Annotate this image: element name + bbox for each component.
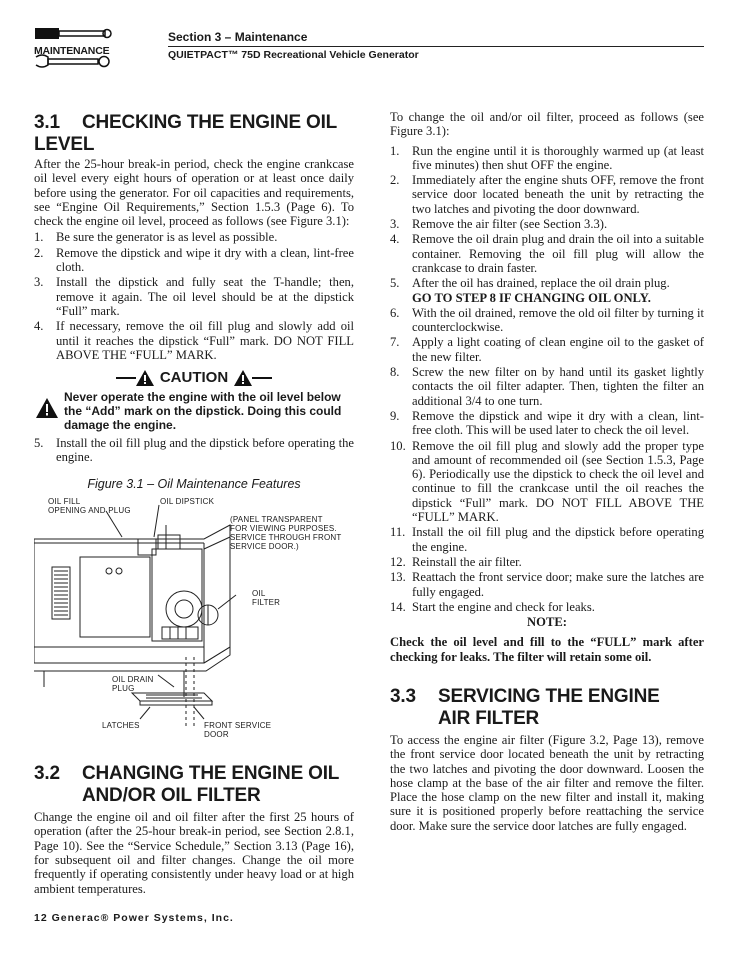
- list-item: 7. Apply a light coating of clean engine oil to the gasket of the new filter.: [390, 335, 704, 364]
- section-3-1-title: 3.1 CHECKING THE ENGINE OIL LEVEL: [34, 112, 337, 155]
- list-item: 6. With the oil drained, remove the old oil filter by turning it counterclockwise.: [390, 305, 704, 335]
- step-emphasis: GO TO STEP 8 IF CHANGING OIL ONLY.: [412, 290, 651, 305]
- list-item: 1. Be sure the generator is as level as possible.: [34, 230, 278, 245]
- section-3-3-title: 3.3 SERVICING THE ENGINE AIR FILTER: [390, 685, 660, 729]
- oil-change-steps: [390, 144, 704, 615]
- list-item: 11. Install the oil fill plug and the dipstick before operating the engine.: [390, 525, 704, 554]
- list-item: 3. Remove the air filter (see Section 3.3).: [390, 217, 608, 232]
- label-panel-note: (PANEL TRANSPARENT FOR VIEWING PURPOSES. SERVICE THROUGH FRONT SERVICE DOOR.): [230, 515, 342, 552]
- list-item: 14. Start the engine and check for leaks.: [390, 599, 595, 614]
- note-text: Check the oil level and fill to the “FULL” mark after checking for leaks. The filter will retain some oil.: [390, 635, 704, 664]
- oil-check-steps: [34, 230, 354, 362]
- warning-icon: [36, 398, 58, 418]
- header-divider: [168, 46, 704, 47]
- list-item: 4. If necessary, remove the oil fill plug and slowly add oil until it reaches the dipstick “Full” mark. DO NOT FILL ABOVE THE “FULL” MARK.: [34, 319, 354, 362]
- list-item: 13. Reattach the front service door; make sure the latches are fully engaged.: [390, 570, 704, 599]
- caution-heading: [34, 370, 354, 386]
- label-oil-dipstick: OIL DIPSTICK: [160, 497, 215, 507]
- product-title: QUIETPACT™ 75D Recreational Vehicle Generator: [168, 49, 419, 61]
- warning-icon: [136, 370, 154, 386]
- list-item: 10. Remove the oil fill plug and slowly add the proper type and amount of recommended oil (see Section 1.5.3, Page 6). Periodically use the dipstick to check the oil level and continue to fill the crankcase until the oil reaches the dipstick “Full” mark. DO NOT FILL ABOVE THE “FULL” MARK.: [390, 438, 704, 525]
- label-oil-filter: OIL FILTER: [252, 589, 281, 608]
- section-heading: Section 3 – Maintenance: [168, 30, 308, 44]
- list-item: 2. Remove the dipstick and wipe it dry with a clean, lint-free cloth.: [34, 245, 354, 275]
- list-item: 12. Reinstall the air filter.: [390, 554, 522, 569]
- section-3-2-title: 3.2 CHANGING THE ENGINE OIL AND/OR OIL FILTER: [34, 763, 340, 807]
- list-item: 5. Install the oil fill plug and the dipstick before operating the engine.: [34, 436, 354, 465]
- caution-message: Never operate the engine with the oil level below the “Add” mark on the dipstick. Doing this could damage the engine.: [34, 390, 354, 432]
- label-front-service-door: FRONT SERVICE DOOR: [204, 721, 272, 740]
- list-item: 3. Install the dipstick and fully seat the T-handle; then, remove it again. The oil level should be at the dipstick “Full” mark.: [34, 275, 354, 318]
- page-footer: 12 Generac® Power Systems, Inc.: [34, 912, 234, 924]
- list-item: 2. Immediately after the engine shuts OFF, remove the front service door located beneath the unit by retracting the two latches and pivoting the door downward.: [390, 173, 704, 216]
- oil-check-steps-cont: [34, 436, 354, 465]
- header-label: MAINTENANCE: [34, 45, 110, 57]
- right-column: [390, 110, 704, 833]
- warning-icon: [234, 370, 252, 386]
- figure-caption: Figure 3.1 – Oil Maintenance Features: [87, 476, 301, 491]
- section-3-2-body: Change the engine oil and oil filter after the first 25 hours of operation (after the 25-hour break-in period, see Section 2.8.1, Page 10). See the “Service Schedule,” Section 3.13 (Page 16), for subsequent oil and filter changes. Change the oil more frequently if operating consistently under heavy load or at high ambient temperatures.: [34, 810, 354, 896]
- left-column: [34, 112, 354, 896]
- label-latches: LATCHES: [102, 721, 140, 731]
- oil-change-intro: To change the oil and/or oil filter, proceed as follows (see Figure 3.1):: [390, 110, 704, 139]
- label-oil-fill: OIL FILL OPENING AND PLUG: [48, 497, 131, 516]
- list-item: 5. After the oil has drained, replace the oil drain plug. GO TO STEP 8 IF CHANGING OIL ONLY.: [390, 276, 670, 305]
- list-item: 1. Run the engine until it is thoroughly warmed up (at least five minutes) then shut OFF the engine.: [390, 143, 704, 172]
- note-title: NOTE:: [527, 615, 567, 630]
- list-item: 9. Remove the dipstick and wipe it dry with a clean, lint-free cloth. This will be used later to check the oil level.: [390, 408, 704, 438]
- section-3-1-intro: After the 25-hour break-in period, check the engine crankcase oil level every eight hours of operation or at least once daily before using the generator. For oil capacities and requirements, see “Engine Oil Requirements,” Section 1.5.3 (Page 6). To check the engine oil level, proceed as follows (see Figure 3.1):: [34, 157, 354, 229]
- oil-maintenance-figure: [34, 497, 354, 747]
- list-item: 4. Remove the oil drain plug and drain the oil into a suitable container. Removing the oil fill plug will allow the crankcase to drain faster.: [390, 232, 704, 275]
- label-oil-drain-plug: OIL DRAIN PLUG: [112, 675, 154, 694]
- list-item: 8. Screw the new filter on by hand until its gasket lightly contacts the oil filter adapter. Then, tighten the filter an additional 3/4 to one turn.: [390, 365, 704, 408]
- section-3-3-body: To access the engine air filter (Figure 3.2, Page 13), remove the front service door located beneath the unit by retracting the two latches and pivoting the door downward. Loosen the hose clamp at the base of the air filter and remove the filter. Place the hose clamp on the new filter and install it, making sure it is positioned properly before reattaching the service door. Make sure the service door latches are fully engaged.: [390, 732, 704, 833]
- caution-title: CAUTION: [159, 369, 229, 386]
